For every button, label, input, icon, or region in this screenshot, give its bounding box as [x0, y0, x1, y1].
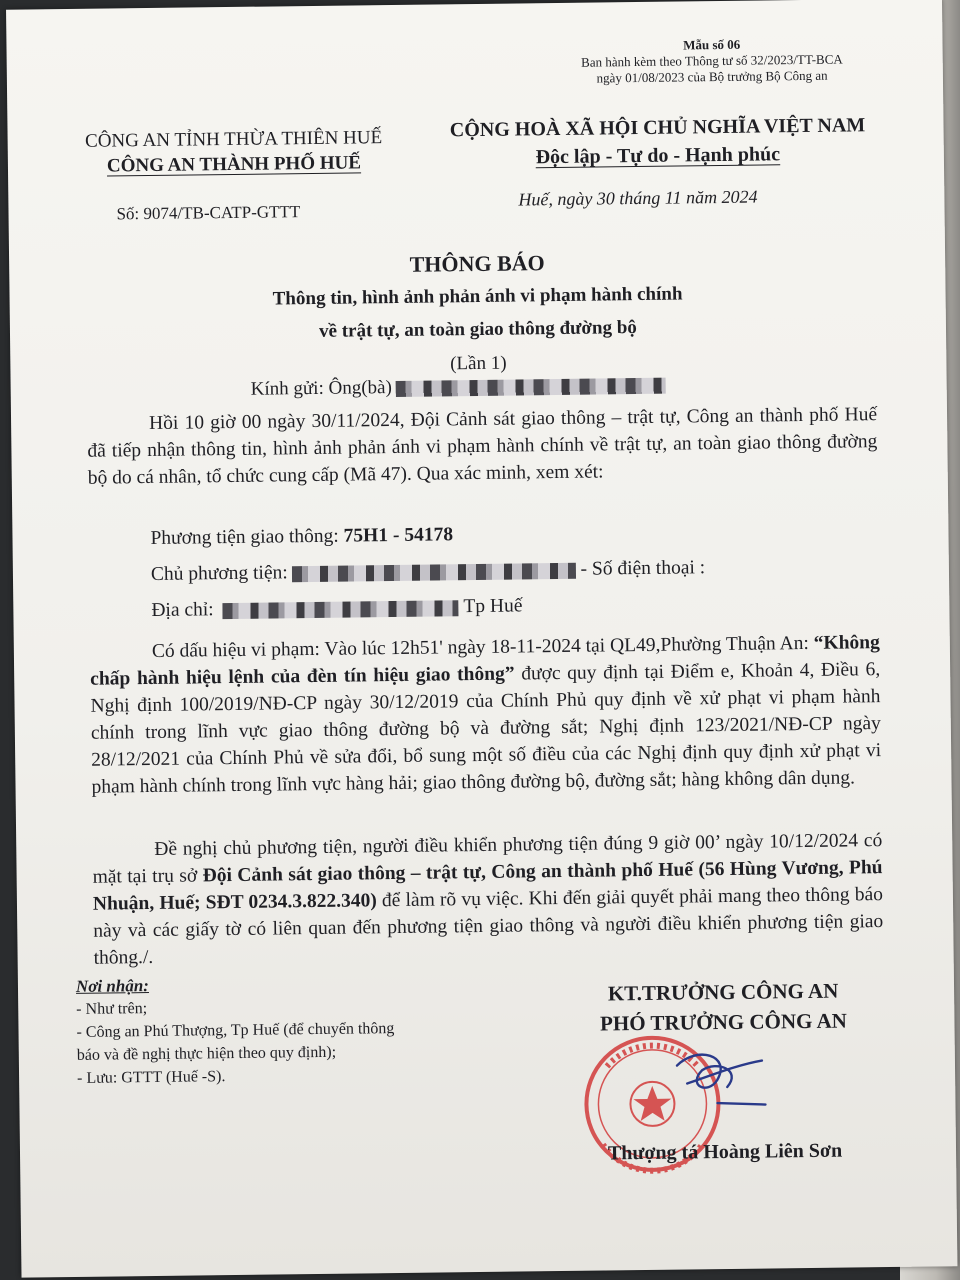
summons-intro: Đề nghị chủ phương tiện, người điều khiển phương tiện đúng 9 giờ 00’ ngày 10/12/2024 có mặt tại trụ sở — [92, 830, 883, 888]
document-date: Huế, ngày 30 tháng 11 năm 2024 — [518, 186, 758, 210]
form-number-block — [581, 36, 843, 87]
paragraph-violation — [90, 629, 882, 801]
addressee-label: Kính gửi: Ông(bà) — [250, 377, 392, 400]
owner-label: Chủ phương tiện: — [150, 562, 288, 585]
document-subtitle-2: về trật tự, an toàn giao thông đường bộ — [318, 317, 637, 342]
recipients-block — [76, 971, 395, 1090]
national-motto: Độc lập - Tự do - Hạnh phúc — [535, 143, 781, 169]
national-header — [427, 111, 888, 173]
form-number: Mẫu số 06 — [683, 36, 741, 53]
redacted-name — [396, 377, 666, 396]
agency-line-1: CÔNG AN TỈNH THỪA THIÊN HUẾ — [84, 127, 383, 152]
notice-sequence: (Lần 1) — [450, 352, 507, 375]
violation-name: “Không chấp hành hiệu lệnh của đèn tín hiệu giao thông” — [90, 632, 880, 690]
paragraph-violation-text — [90, 629, 882, 801]
document-title-block — [9, 242, 947, 387]
vehicle-plate: 75H1 - 54178 — [343, 524, 454, 547]
paragraph-summons — [92, 827, 884, 972]
signature-title-2: PHÓ TRƯỞNG CÔNG AN — [599, 1008, 847, 1036]
agency-line-2: CÔNG AN THÀNH PHỐ HUẾ — [106, 152, 362, 177]
signature-title-1: KT.TRƯỞNG CÔNG AN — [607, 978, 839, 1006]
document-page — [6, 0, 957, 1278]
recipients-heading: Nơi nhận: — [75, 976, 149, 996]
address-city: Tp Huế — [463, 595, 523, 618]
phone-label: - Số điện thoại : — [575, 557, 706, 580]
summons-office: Đội Cảnh sát giao thông – trật tự, Công an thành phố Huế (56 Hùng Vương, Phú Nhuận, Huế; SĐT 0234.3.822.340) — [92, 857, 883, 915]
address-label: Địa chỉ: — [151, 599, 219, 621]
document-number: Số: 9074/TB-CATP-GTTT — [116, 202, 301, 224]
summons-instructions: để làm rõ vụ việc. Khi đến giải quyết phải mang theo thông báo này và các giấy tờ có liên quan đến phương tiện giao thông và người điều khiển phương tiện giao thông./. — [93, 884, 884, 969]
address-field — [151, 595, 522, 622]
signer-name: Thượng tá Hoàng Liên Sơn — [607, 1139, 843, 1165]
recipient-item: báo và đề nghị thực hiện theo quy định); — [76, 1043, 337, 1064]
document-subtitle-1: Thông tin, hình ảnh phản ánh vi phạm hành chính — [272, 283, 683, 310]
paragraph-intake — [87, 401, 878, 492]
owner-field — [151, 557, 705, 586]
form-issuance-line-1: Ban hành kèm theo Thông tư số 32/2023/TT-BCA — [581, 51, 843, 70]
violation-intro: Có dấu hiệu vi phạm: Vào lúc 12h51' ngày 18-11-2024 tại QL49,Phường Thuận An: — [151, 632, 814, 662]
vehicle-field — [150, 524, 453, 550]
agency-header — [63, 125, 404, 179]
document-title: THÔNG BÁO — [409, 250, 545, 277]
redacted-address — [222, 600, 458, 619]
recipient-item: - Như trên; — [76, 1000, 148, 1018]
national-title: CỘNG HOÀ XÃ HỘI CHỦ NGHĨA VIỆT NAM — [449, 114, 866, 142]
recipient-item: - Công an Phú Thượng, Tp Huế (để chuyển thông — [76, 1020, 395, 1041]
recipient-item: - Lưu: GTTT (Huế -S). — [76, 1068, 226, 1087]
paragraph-summons-text — [92, 827, 884, 972]
violation-legal-basis: được quy định tại Điểm e, Khoản 4, Điều 6, Nghị định 100/2019/NĐ-CP ngày 30/12/2019 của Chính Phủ quy định về xử phạt vi phạm hành chính trong lĩnh vực giao thông đường bộ và đường sắt; Nghị định 123/2021/NĐ-CP ngày 28/12/2021 của Chính Phủ về sửa đổi, bổ sung một số điều của các Nghị định quy định xử phạt vi phạm hành chính trong lĩnh vực hàng hải; giao thông đường bộ, đường sắt; hàng không dân dụng. — [90, 659, 882, 798]
form-issuance-line-2: ngày 01/08/2023 của Bộ trưởng Bộ Công an — [596, 67, 828, 86]
addressee-line — [251, 374, 666, 401]
redacted-owner — [292, 562, 576, 581]
vehicle-label: Phương tiện giao thông: — [150, 525, 344, 549]
paragraph-intake-text: Hồi 10 giờ 00 ngày 30/11/2024, Đội Cảnh sát giao thông – trật tự, Công an thành phố Huế đã tiếp nhận thông tin, hình ảnh phản ánh vi phạm hành chính về trật tự, an toàn giao thông đường bộ do cá nhân, tổ chức cung cấp (Mã 47). Qua xác minh, xem xét: — [87, 404, 878, 489]
